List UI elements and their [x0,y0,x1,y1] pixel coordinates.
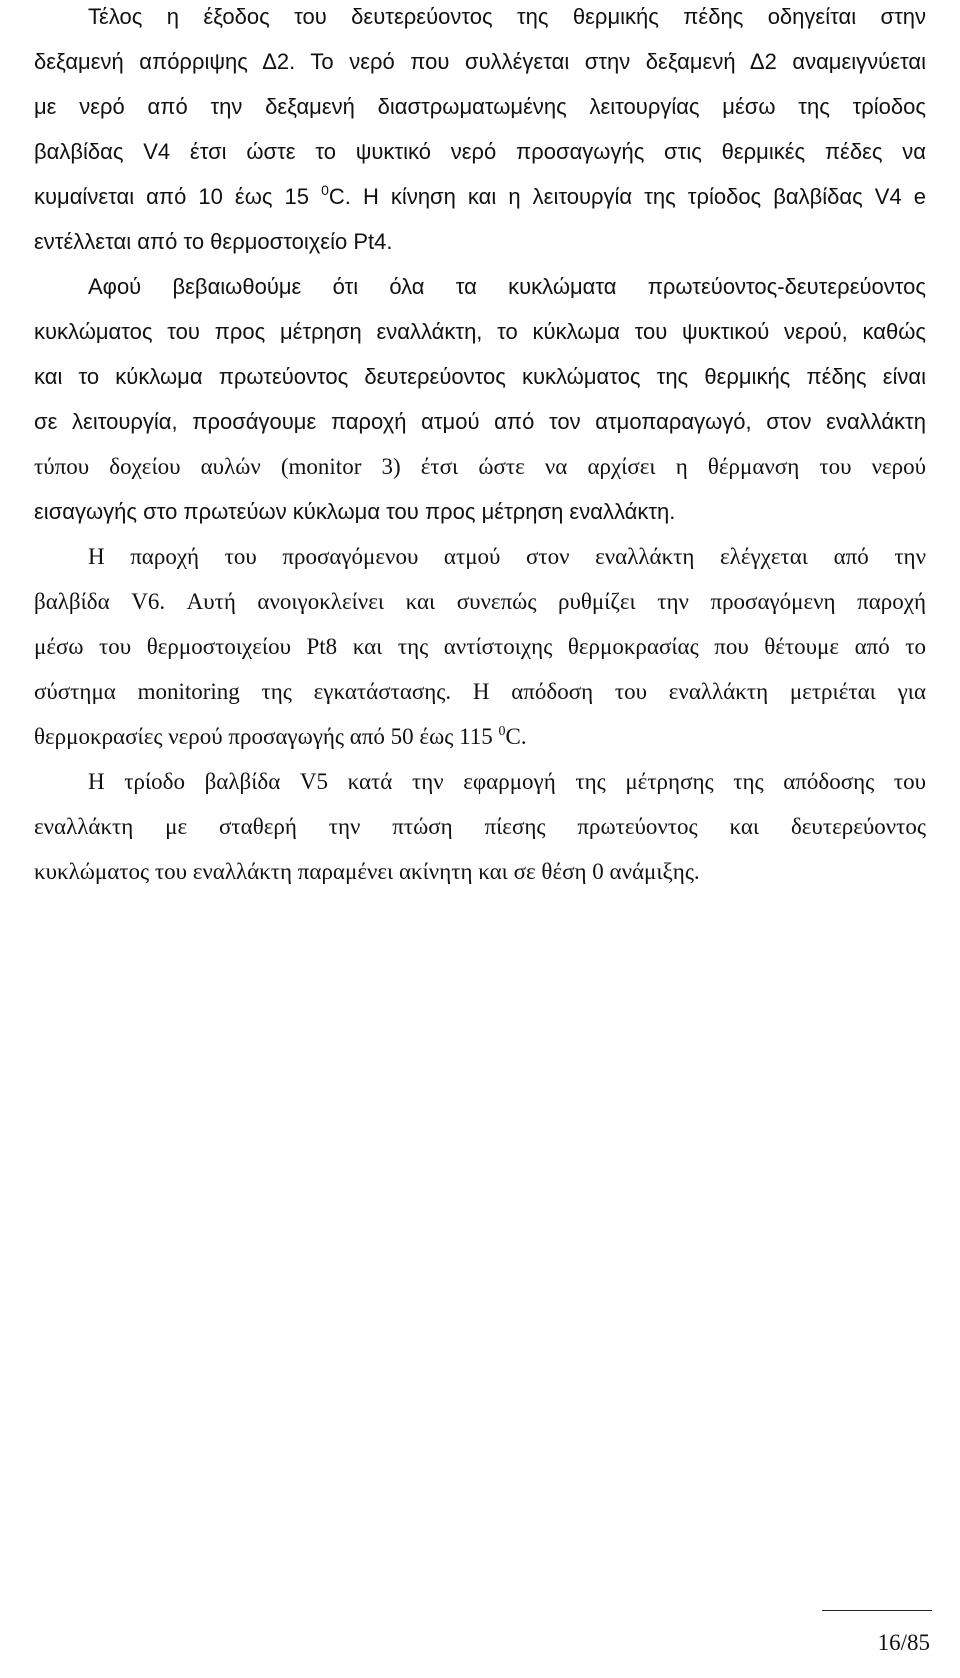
text-line: δεξαμενή απόρριψης Δ2. Το νερό που συλλέγεται στην δεξαμενή Δ2 αναμειγνύεται [34,49,926,74]
text-line [34,722,527,752]
text-line: με νερό από την δεξαμενή διαστρωματωμένης λειτουργίας μέσω της τρίοδος [34,94,926,119]
text-line: βαλβίδα V6. Αυτή ανοιγοκλείνει και συνεπώς ρυθμίζει την προσαγόμενη παροχή [34,589,926,614]
text-line: σε λειτουργία, προσάγουμε παροχή ατμού από τον ατμοπαραγωγό, στον εναλλάκτη [34,409,926,434]
text-line: σύστημα monitoring της εγκατάστασης. Η απόδοση του εναλλάκτη μετριέται για [34,679,926,704]
text-run: θερμοκρασίες νερού προσαγωγής από 50 έως 115 [34,724,499,749]
text-line: και το κύκλωμα πρωτεύοντος δευτερεύοντος κυκλώματος της θερμικής πέδης είναι [34,364,926,389]
text-line: βαλβίδας V4 έτσι ώστε το ψυκτικό νερό προσαγωγής στις θερμικές πέδες να [34,139,926,164]
text-line: μέσω του θερμοστοιχείου Pt8 και της αντίστοιχης θερμοκρασίας που θέτουμε από το [34,634,926,659]
text-line: εναλλάκτη με σταθερή την πτώση πίεσης πρωτεύοντος και δευτερεύοντος [34,814,926,839]
text-line: κυκλώματος του προς μέτρηση εναλλάκτη, το κύκλωμα του ψυκτικού νερού, καθώς [34,319,926,344]
text-line: Η παροχή του προσαγόμενου ατμού στον εναλλάκτη ελέγχεται από την [88,544,926,569]
text-line: τύπου δοχείου αυλών (monitor 3) έτσι ώστε να αρχίσει η θέρμανση του νερού [34,454,926,479]
page-number: 16/85 [877,1630,930,1655]
superscript: 0 [321,182,329,198]
text-run: C. Η κίνηση και η λειτουργία της τρίοδος βαλβίδας V4 e [328,184,926,209]
text-run: κυμαίνεται από 10 έως 15 [34,184,322,209]
text-line: Η τρίοδο βαλβίδα V5 κατά την εφαρμογή της μέτρησης της απόδοσης του [88,769,926,794]
superscript: 0 [498,724,506,739]
text-line [34,182,926,212]
document-page [34,0,926,1678]
text-run: C. [505,724,527,749]
footer-rule [822,1610,932,1611]
text-line: Αφού βεβαιωθούμε ότι όλα τα κυκλώματα πρωτεύοντος-δευτερεύοντος [88,274,926,299]
text-line: εισαγωγής στο πρωτεύων κύκλωμα του προς μέτρηση εναλλάκτη. [34,499,676,524]
text-line: εντέλλεται από το θερμοστοιχείο Pt4. [34,229,393,254]
text-line: κυκλώματος του εναλλάκτη παραμένει ακίνητη και σε θέση 0 ανάμιξης. [34,859,700,884]
text-line: Τέλος η έξοδος του δευτερεύοντος της θερμικής πέδης οδηγείται στην [88,4,926,29]
